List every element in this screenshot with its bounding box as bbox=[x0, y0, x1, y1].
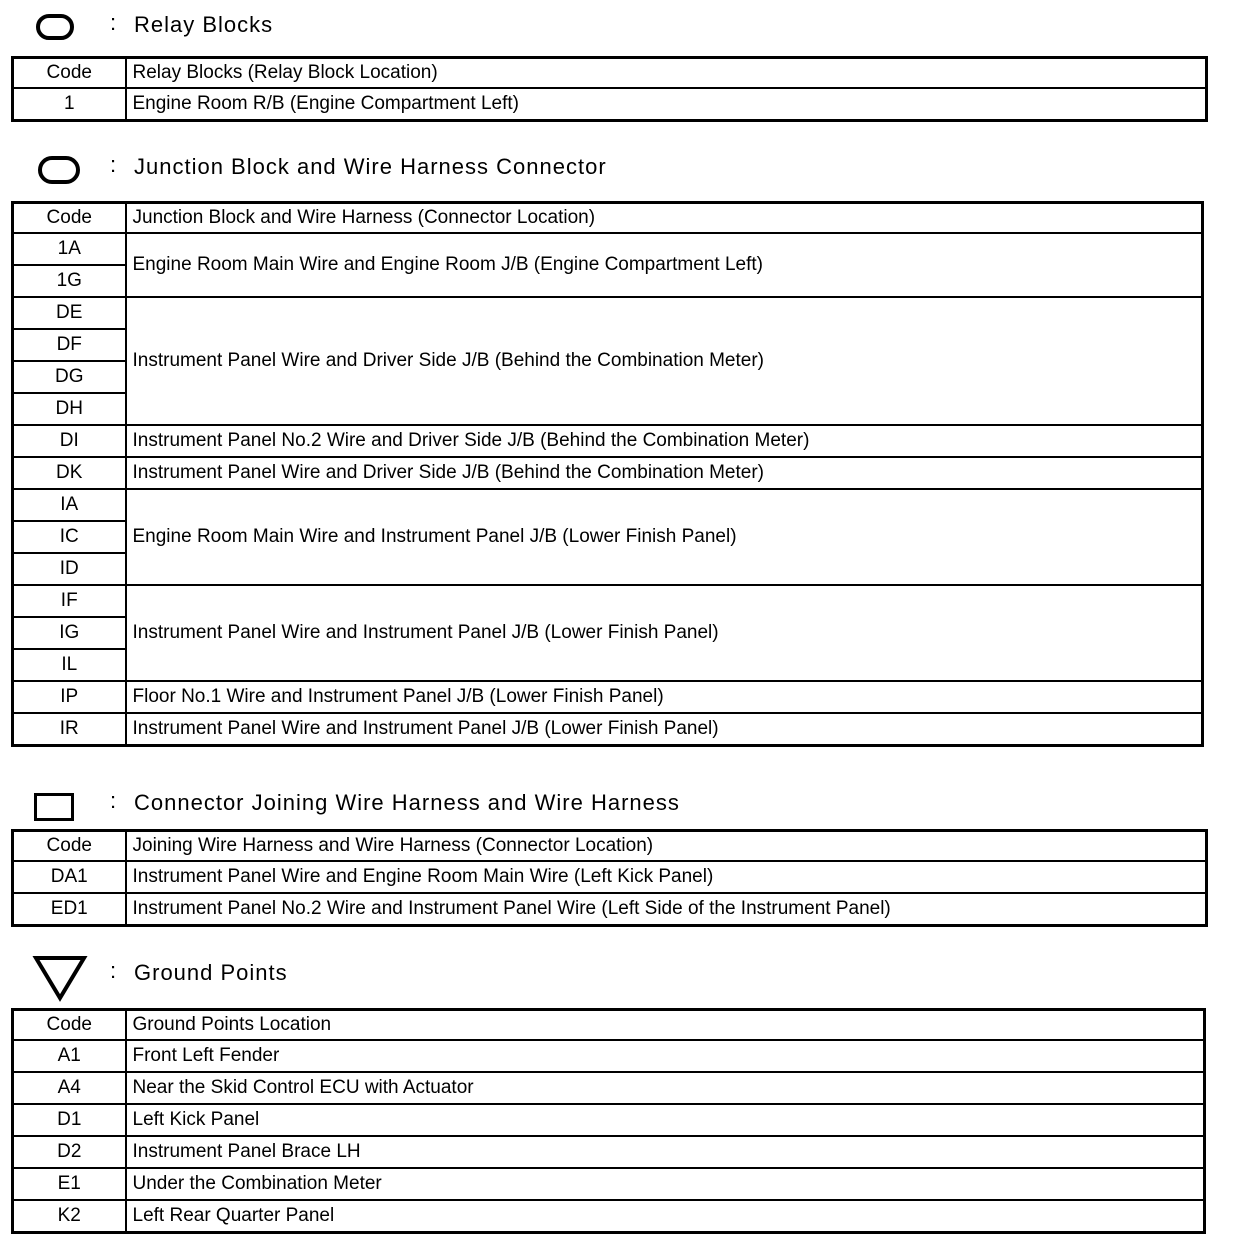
code-header: Code bbox=[13, 58, 126, 89]
relay-blocks-table bbox=[11, 56, 1208, 122]
location-cell: Instrument Panel Wire and Instrument Panel J/B (Lower Finish Panel) bbox=[126, 713, 1203, 746]
code-cell: E1 bbox=[13, 1168, 126, 1200]
table-row bbox=[13, 585, 1203, 617]
relay-blocks-heading bbox=[0, 6, 600, 46]
code-cell: DG bbox=[13, 361, 126, 393]
code-cell: D2 bbox=[13, 1136, 126, 1168]
location-cell: Instrument Panel No.2 Wire and Instrument Panel Wire (Left Side of the Instrument Panel) bbox=[126, 893, 1207, 926]
code-cell: ID bbox=[13, 553, 126, 585]
code-cell: IL bbox=[13, 649, 126, 681]
section-title: Connector Joining Wire Harness and Wire Harness bbox=[134, 790, 680, 815]
table-row bbox=[13, 713, 1203, 746]
table-row bbox=[13, 1168, 1205, 1200]
location-cell: Left Kick Panel bbox=[126, 1104, 1205, 1136]
heading-colon: : bbox=[110, 10, 117, 35]
heading-colon: : bbox=[110, 958, 117, 983]
code-cell: IG bbox=[13, 617, 126, 649]
ground-points-table bbox=[11, 1008, 1206, 1234]
code-cell: IP bbox=[13, 681, 126, 713]
code-cell: DI bbox=[13, 425, 126, 457]
code-cell: DK bbox=[13, 457, 126, 489]
connector-joining-heading bbox=[0, 784, 800, 824]
code-header: Code bbox=[13, 1010, 126, 1041]
location-header: Junction Block and Wire Harness (Connector Location) bbox=[126, 203, 1203, 234]
location-cell: Near the Skid Control ECU with Actuator bbox=[126, 1072, 1205, 1104]
rectangle-icon bbox=[34, 793, 74, 821]
section-title: Relay Blocks bbox=[134, 12, 274, 37]
code-cell: DF bbox=[13, 329, 126, 361]
table-row bbox=[13, 1072, 1205, 1104]
code-cell: 1A bbox=[13, 233, 126, 265]
table-row bbox=[13, 1040, 1205, 1072]
code-header: Code bbox=[13, 203, 126, 234]
table-row bbox=[13, 489, 1203, 521]
table-row bbox=[13, 88, 1207, 121]
code-cell: IA bbox=[13, 489, 126, 521]
location-header: Ground Points Location bbox=[126, 1010, 1205, 1041]
junction-block-table bbox=[11, 201, 1204, 747]
code-cell: 1G bbox=[13, 265, 126, 297]
junction-block-heading bbox=[0, 148, 800, 188]
rounded-rect-icon bbox=[36, 14, 74, 40]
table-row bbox=[13, 861, 1207, 893]
code-cell: D1 bbox=[13, 1104, 126, 1136]
code-cell: IR bbox=[13, 713, 126, 746]
location-cell: Front Left Fender bbox=[126, 1040, 1205, 1072]
code-cell: DA1 bbox=[13, 861, 126, 893]
location-cell: Floor No.1 Wire and Instrument Panel J/B (Lower Finish Panel) bbox=[126, 681, 1203, 713]
table-row bbox=[13, 425, 1203, 457]
ground-points-heading bbox=[0, 954, 600, 994]
section-title: Ground Points bbox=[134, 960, 288, 985]
location-cell: Engine Room R/B (Engine Compartment Left) bbox=[126, 88, 1207, 121]
heading-colon: : bbox=[110, 788, 117, 813]
location-cell: Left Rear Quarter Panel bbox=[126, 1200, 1205, 1233]
table-header-row bbox=[13, 831, 1207, 862]
table-row bbox=[13, 1104, 1205, 1136]
code-cell: A4 bbox=[13, 1072, 126, 1104]
code-cell: 1 bbox=[13, 88, 126, 121]
code-cell: K2 bbox=[13, 1200, 126, 1233]
table-header-row bbox=[13, 203, 1203, 234]
code-cell: ED1 bbox=[13, 893, 126, 926]
location-cell: Under the Combination Meter bbox=[126, 1168, 1205, 1200]
down-triangle-icon bbox=[32, 954, 88, 1002]
table-row bbox=[13, 1136, 1205, 1168]
location-cell: Instrument Panel Wire and Engine Room Main Wire (Left Kick Panel) bbox=[126, 861, 1207, 893]
code-cell: DE bbox=[13, 297, 126, 329]
location-cell: Instrument Panel Wire and Instrument Panel J/B (Lower Finish Panel) bbox=[126, 585, 1203, 681]
table-header-row bbox=[13, 58, 1207, 89]
location-cell: Instrument Panel No.2 Wire and Driver Side J/B (Behind the Combination Meter) bbox=[126, 425, 1203, 457]
code-cell: IF bbox=[13, 585, 126, 617]
location-cell: Engine Room Main Wire and Engine Room J/B (Engine Compartment Left) bbox=[126, 233, 1203, 297]
table-row bbox=[13, 681, 1203, 713]
location-header: Relay Blocks (Relay Block Location) bbox=[126, 58, 1207, 89]
table-row bbox=[13, 457, 1203, 489]
location-cell: Instrument Panel Wire and Driver Side J/B (Behind the Combination Meter) bbox=[126, 297, 1203, 425]
code-cell: DH bbox=[13, 393, 126, 425]
code-cell: A1 bbox=[13, 1040, 126, 1072]
code-header: Code bbox=[13, 831, 126, 862]
location-cell: Instrument Panel Wire and Driver Side J/B (Behind the Combination Meter) bbox=[126, 457, 1203, 489]
location-cell: Engine Room Main Wire and Instrument Panel J/B (Lower Finish Panel) bbox=[126, 489, 1203, 585]
connector-joining-table bbox=[11, 829, 1208, 927]
heading-colon: : bbox=[110, 152, 117, 177]
table-header-row bbox=[13, 1010, 1205, 1041]
table-row bbox=[13, 297, 1203, 329]
table-row bbox=[13, 233, 1203, 265]
location-cell: Instrument Panel Brace LH bbox=[126, 1136, 1205, 1168]
section-title: Junction Block and Wire Harness Connector bbox=[134, 154, 607, 179]
rounded-rect-icon bbox=[38, 156, 80, 184]
table-row bbox=[13, 1200, 1205, 1233]
location-header: Joining Wire Harness and Wire Harness (Connector Location) bbox=[126, 831, 1207, 862]
code-cell: IC bbox=[13, 521, 126, 553]
table-row bbox=[13, 893, 1207, 926]
